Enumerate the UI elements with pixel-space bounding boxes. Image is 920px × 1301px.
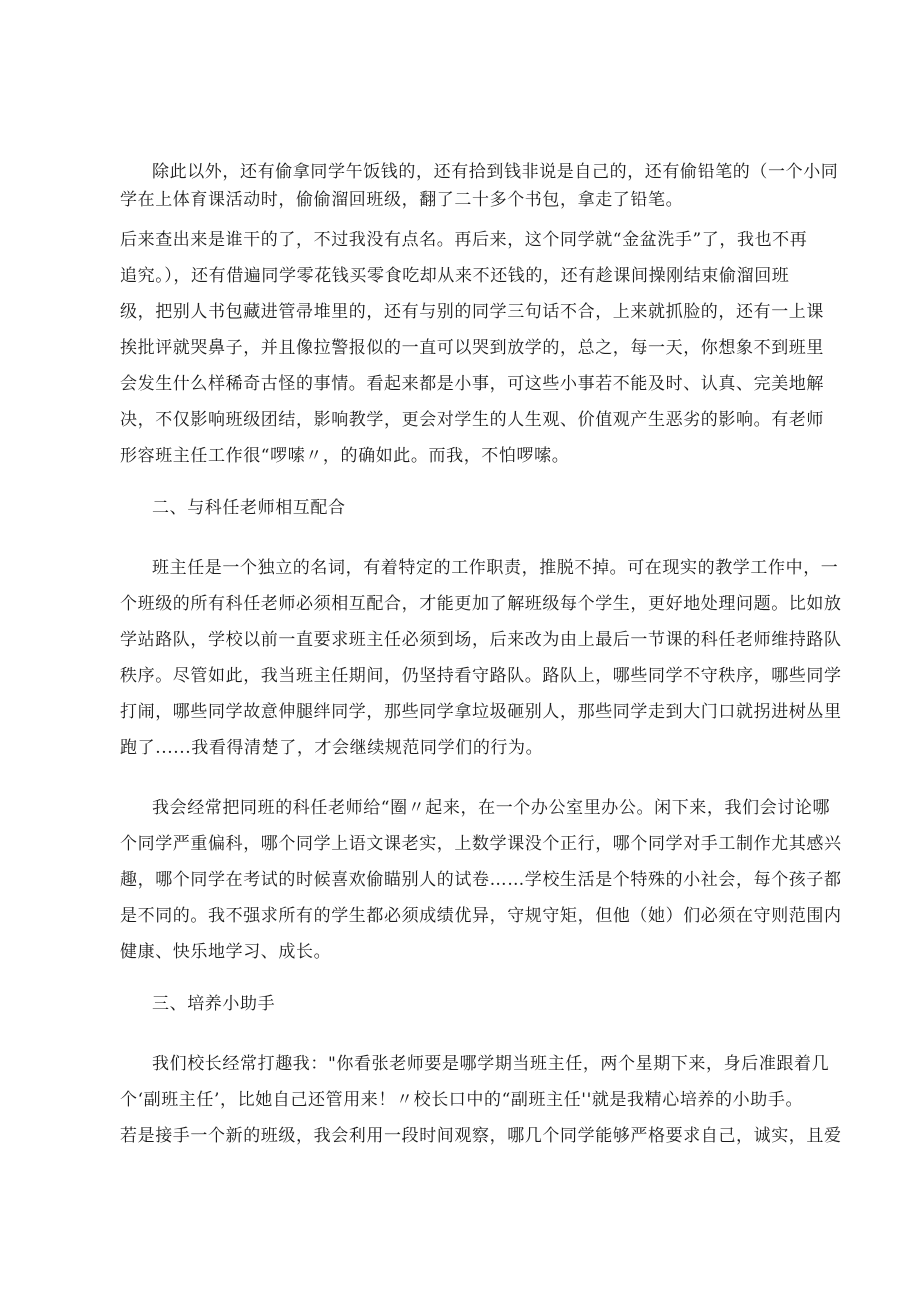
paragraph-2-line-4: 秩序。尽管如此，我当班主任期间，仍坚持看守路队。路队上，哪些同学不守秩序，哪些同学 <box>120 666 842 686</box>
section-heading-3: 三、培养小助手 <box>152 994 276 1014</box>
paragraph-1-line-1: 除此以外，还有偷拿同学午饭钱的，还有拾到钱非说是自己的，还有偷铅笔的（一个小同 <box>152 162 839 182</box>
paragraph-2-line-3: 学站路队，学校以前一直要求班主任必须到场，后来改为由上最后一节课的科任老师维持路队 <box>120 630 842 650</box>
paragraph-1-line-5: 级，把别人书包藏进管帚堆里的，还有与别的同学三句话不合，上来就抓脸的，还有一上课 <box>120 302 824 322</box>
paragraph-3-line-1: 我会经常把同班的科任老师给“圈〃起来，在一个办公室里办公。闲下来，我们会讨论哪 <box>152 798 831 818</box>
paragraph-2-line-1: 班主任是一个独立的名词，有着特定的工作职责，推脱不掉。可在现实的教学工作中，一 <box>152 558 839 578</box>
paragraph-4-line-3: 若是接手一个新的班级，我会利用一段时间观察，哪几个同学能够严格要求自己，诚实，且爱 <box>120 1126 842 1146</box>
paragraph-1-line-2: 学在上体育课活动时，偷偷溜回班级，翻了二十多个书包，拿走了铅笔。 <box>120 190 684 210</box>
paragraph-3-line-3: 趣，哪个同学在考试的时候喜欢偷瞄别人的试卷……学校生活是个特殊的小社会，每个孩子都 <box>120 870 842 890</box>
paragraph-1-line-7: 会发生什么样稀奇古怪的事情。看起来都是小事，可这些小事若不能及时、认真、完美地解 <box>120 374 824 394</box>
paragraph-2-line-6: 跑了......我看得清楚了，才会继续规范同学们的行为。 <box>120 738 544 758</box>
paragraph-3-line-2: 个同学严重偏科，哪个同学上语文课老实，上数学课没个正行，哪个同学对手工制作尤其感兴 <box>120 834 842 854</box>
paragraph-2-line-5: 打闹，哪些同学故意伸腿绊同学，那些同学拿垃圾砸别人，那些同学走到大门口就拐进树丛里 <box>120 702 842 722</box>
paragraph-3-line-5: 健康、快乐地学习、成长。 <box>120 942 332 962</box>
paragraph-4-line-1: 我们校长经常打趣我："你看张老师要是哪学期当班主任，两个星期下来，身后准跟着几 <box>152 1054 830 1074</box>
section-heading-2: 二、与科任老师相互配合 <box>152 498 346 518</box>
paragraph-4-line-2: 个‘副班主任’，比她自己还管用来！〃校长口中的“副班主任''就是我精心培养的小助手。 <box>120 1090 804 1110</box>
paragraph-3-line-4: 是不同的。我不强求所有的学生都必须成绩优异，守规守矩，但他（她）们必须在守则范围内 <box>120 906 842 926</box>
paragraph-1-line-8: 决，不仅影响班级团结，影响教学，更会对学生的人生观、价值观产生恶劣的影响。有老师 <box>120 410 824 430</box>
paragraph-1-line-6: 挨批评就哭鼻子，并且像拉警报似的一直可以哭到放学的，总之，每一天，你想象不到班里 <box>120 338 824 358</box>
paragraph-1-line-4: 追究。），还有借遍同学零花钱买零食吃却从来不还钱的，还有趁课间操刚结束偷溜回班 <box>120 266 790 286</box>
paragraph-1-line-3: 后来查出来是谁干的了，不过我没有点名。再后来，这个同学就“金盆洗手”了，我也不再 <box>120 230 808 250</box>
paragraph-1-line-9: 形容班主任工作很“啰嗦〃，的确如此。而我，不怕啰嗦。 <box>120 446 570 466</box>
paragraph-2-line-2: 个班级的所有科任老师必须相互配合，才能更加了解班级每个学生，更好地处理问题。比如放 <box>120 594 842 614</box>
